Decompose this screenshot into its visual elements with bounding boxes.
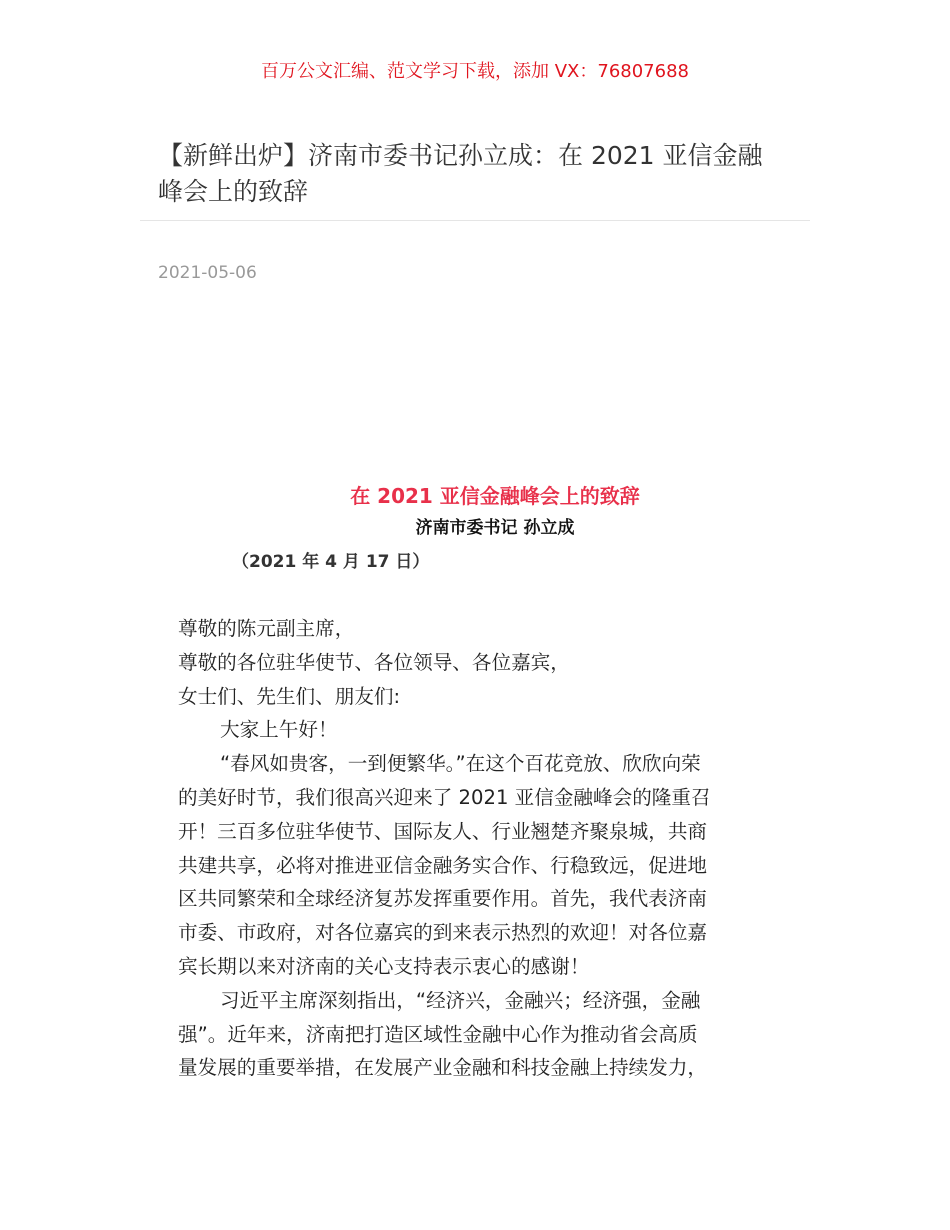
body-line: 宾长期以来对济南的关心支持表示衷心的感谢！ — [178, 954, 590, 978]
document-author: 济南市委书记 孙立成 — [415, 518, 575, 538]
body-line: 大家上午好！ — [220, 718, 338, 742]
publish-date: 2021-05-06 — [158, 263, 257, 283]
body-line: 的美好时节，我们很高兴迎来了 2021 亚信金融峰会的隆重召 — [178, 785, 711, 809]
document-title: 在 2021 亚信金融峰会上的致辞 — [350, 484, 640, 508]
document-dateline: （2021 年 4 月 17 日） — [232, 552, 430, 572]
article-title — [158, 138, 798, 210]
body-line: 女士们、先生们、朋友们: — [178, 684, 401, 708]
article-title-line: 【新鲜出炉】济南市委书记孙立成：在 2021 亚信金融 — [158, 141, 763, 170]
body-line: 共建共享，必将对推进亚信金融务实合作、行稳致远，促进地 — [178, 853, 708, 877]
body-line: 市委、市政府，对各位嘉宾的到来表示热烈的欢迎！对各位嘉 — [178, 921, 708, 945]
article-title-line: 峰会上的致辞 — [158, 177, 309, 206]
document-body — [178, 612, 778, 1085]
body-line: 量发展的重要举措，在发展产业金融和科技金融上持续发力， — [178, 1056, 708, 1080]
promo-banner: 百万公文汇编、范文学习下载，添加 VX：76807688 — [261, 61, 689, 82]
body-line: 区共同繁荣和全球经济复苏发挥重要作用。首先，我代表济南 — [178, 887, 708, 911]
body-line: 习近平主席深刻指出，“经济兴，金融兴；经济强，金融 — [220, 988, 701, 1012]
body-line: 强”。近年来，济南把打造区域性金融中心作为推动省会高质 — [178, 1022, 698, 1046]
body-line: “春风如贵客，一到便繁华。”在这个百花竞放、欣欣向荣 — [220, 752, 701, 776]
body-line: 尊敬的各位驻华使节、各位领导、各位嘉宾， — [178, 650, 570, 674]
divider — [140, 220, 810, 221]
body-line: 尊敬的陈元副主席， — [178, 617, 355, 640]
body-line: 开！三百多位驻华使节、国际友人、行业翘楚齐聚泉城，共商 — [178, 819, 708, 843]
